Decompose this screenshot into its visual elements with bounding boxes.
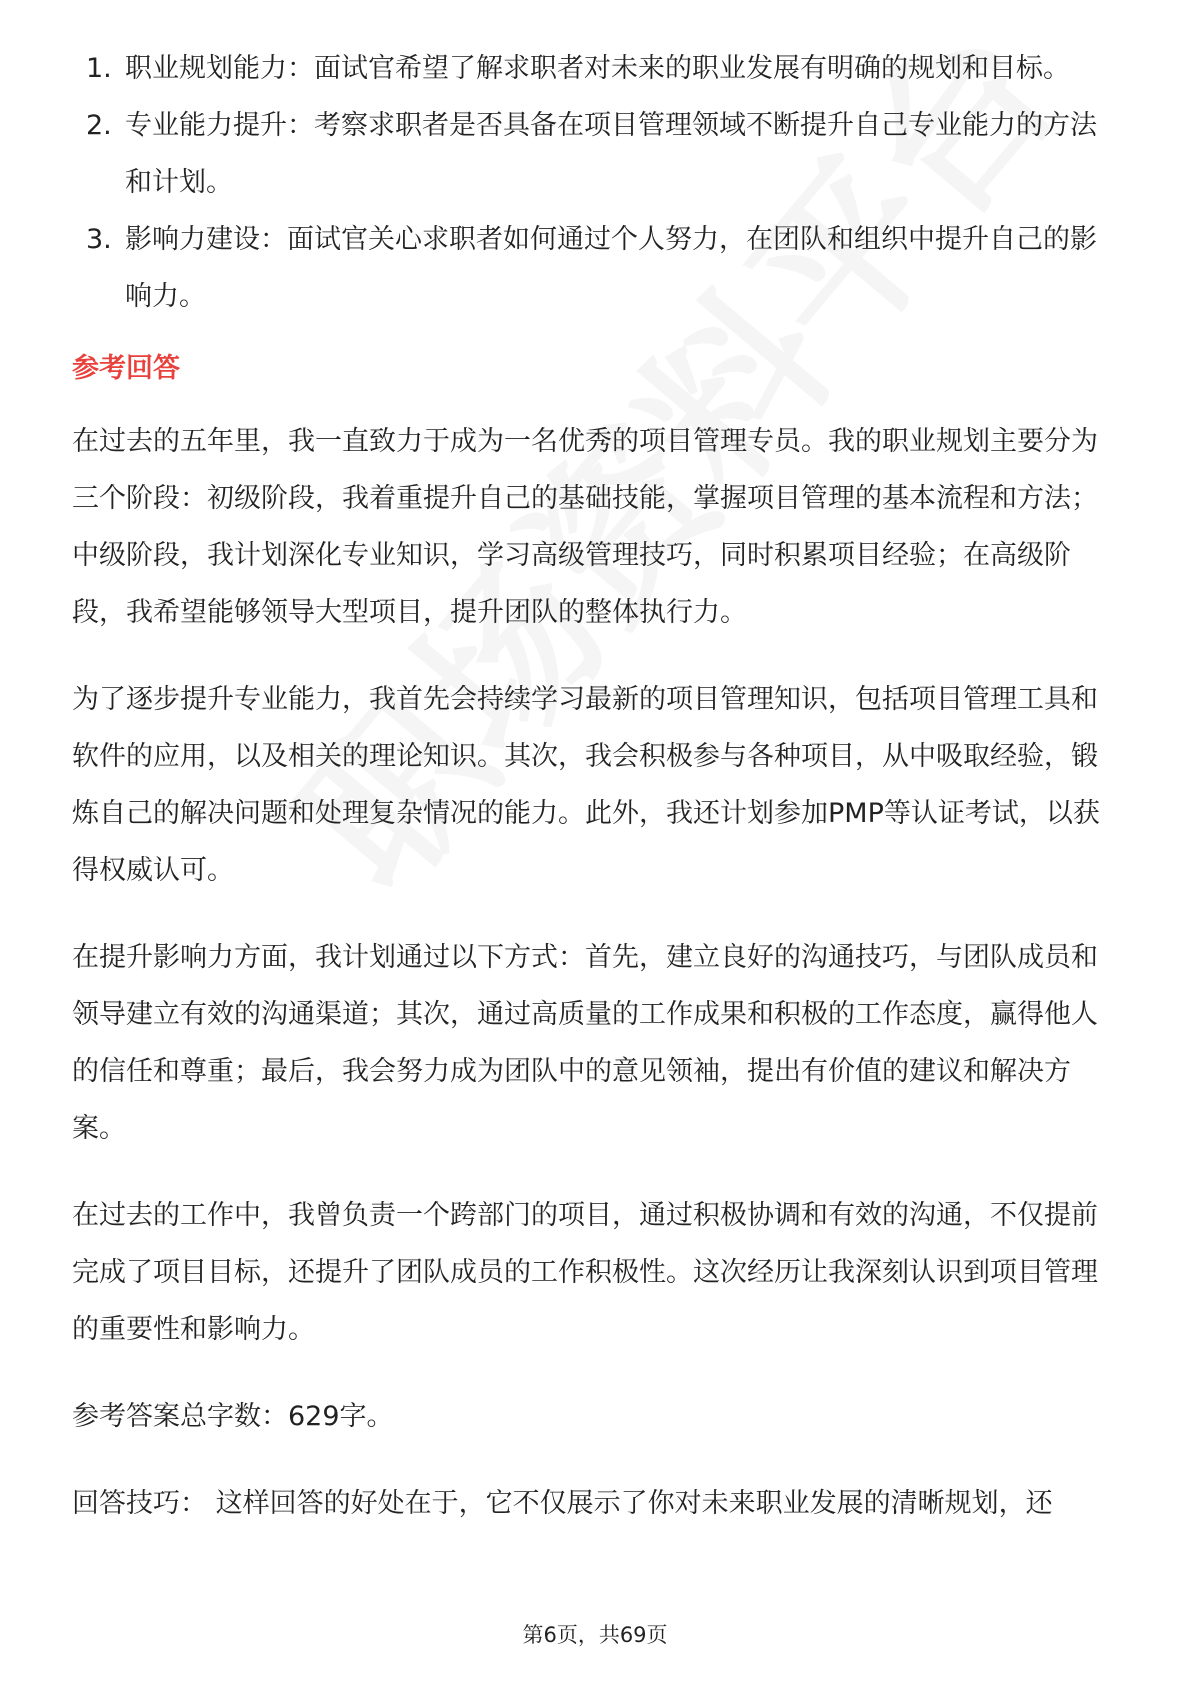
list-item-text: 影响力建设：面试官关心求职者如何通过个人努力，在团队和组织中提升自己的影响力。	[125, 224, 1097, 312]
list-item	[72, 40, 1118, 97]
list-item	[72, 97, 1118, 211]
word-count: 参考答案总字数：629字。	[72, 1401, 394, 1432]
page-content	[72, 40, 1118, 1562]
answer-paragraph: 为了逐步提升专业能力，我首先会持续学习最新的项目管理知识，包括项目管理工具和软件的应用，以及相关的理论知识。其次，我会积极参与各种项目，从中吸取经验，锻炼自己的解决问题和处理复杂情况的能力。此外，我还计划参加PMP等认证考试，以获得权威认可。	[72, 684, 1100, 886]
list-item-number: 3.	[86, 224, 112, 255]
page-number-footer: 第6页，共69页	[522, 1623, 668, 1647]
list-item-text: 专业能力提升：考察求职者是否具备在项目管理领域不断提升自己专业能力的方法和计划。	[125, 110, 1097, 198]
answer-paragraph: 在过去的五年里，我一直致力于成为一名优秀的项目管理专员。我的职业规划主要分为三个阶段：初级阶段，我着重提升自己的基础技能，掌握项目管理的基本流程和方法；中级阶段，我计划深化专业知识，学习高级管理技巧，同时积累项目经验；在高级阶段，我希望能够领导大型项目，提升团队的整体执行力。	[72, 426, 1098, 628]
list-item-number: 1.	[86, 53, 112, 84]
question-points-list	[72, 40, 1118, 325]
list-item-text: 职业规划能力：面试官希望了解求职者对未来的职业发展有明确的规划和目标。	[125, 53, 1070, 84]
answer-paragraph: 在过去的工作中，我曾负责一个跨部门的项目，通过积极协调和有效的沟通，不仅提前完成了项目目标，还提升了团队成员的工作积极性。这次经历让我深刻认识到项目管理的重要性和影响力。	[72, 1200, 1098, 1345]
answer-tips: 回答技巧： 这样回答的好处在于，它不仅展示了你对未来职业发展的清晰规划，还	[72, 1488, 1053, 1519]
list-item	[72, 211, 1118, 325]
answer-heading: 参考回答	[72, 353, 180, 384]
answer-paragraph: 在提升影响力方面，我计划通过以下方式：首先，建立良好的沟通技巧，与团队成员和领导建立有效的沟通渠道；其次，通过高质量的工作成果和积极的工作态度，赢得他人的信任和尊重；最后，我会努力成为团队中的意见领袖，提出有价值的建议和解决方案。	[72, 942, 1098, 1144]
list-item-number: 2.	[86, 110, 112, 141]
